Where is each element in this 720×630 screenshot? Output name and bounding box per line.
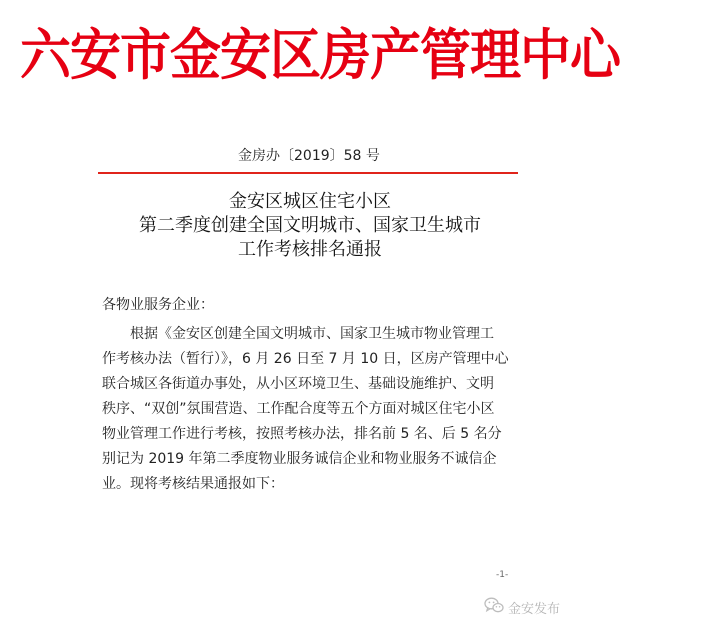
- body-line: 别记为 2019 年第二季度物业服务诚信企业和物业服务不诚信企: [102, 451, 497, 467]
- document-title: [70, 190, 550, 262]
- body-line: 作考核办法（暂行）》，6 月 26 日至 7 月 10 日，区房产管理中心: [102, 351, 509, 367]
- document-title-line-2: 第二季度创建全国文明城市、国家卫生城市: [139, 215, 481, 236]
- body-line: 秩序、“双创”氛围营造、工作配合度等五个方面对城区住宅小区: [102, 401, 495, 417]
- watermark: [484, 597, 560, 617]
- salutation: 各物业服务企业：: [102, 297, 214, 313]
- body-paragraph: [102, 322, 542, 497]
- page-number: -1-: [496, 570, 509, 580]
- document-title-line-1: 金安区城区住宅小区: [229, 191, 391, 212]
- body-line: 业。现将考核结果通报如下：: [102, 476, 284, 492]
- body-line: 联合城区各街道办事处，从小区环境卫生、基础设施维护、文明: [102, 376, 494, 392]
- document-title-line-3: 工作考核排名通报: [238, 239, 382, 260]
- document-number: 金房办〔2019〕58 号: [238, 148, 380, 164]
- body-line: 根据《金安区创建全国文明城市、国家卫生城市物业管理工: [130, 326, 494, 342]
- watermark-text: 金安发布: [508, 601, 561, 617]
- body-line: 物业管理工作进行考核，按照考核办法，排名前 5 名、后 5 名分: [102, 426, 502, 442]
- header-divider: [98, 172, 518, 174]
- wechat-icon: [484, 597, 504, 617]
- org-header-title: 六安市金安区房产管理中心: [19, 24, 620, 88]
